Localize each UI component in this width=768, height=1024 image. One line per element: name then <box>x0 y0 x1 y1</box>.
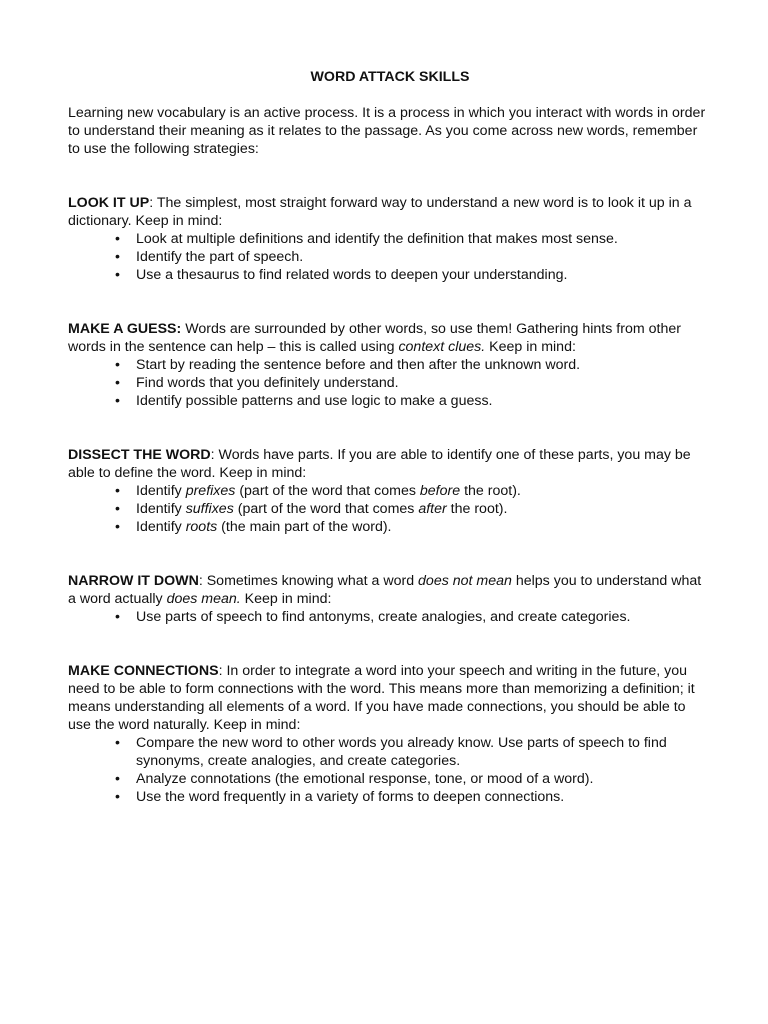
list-item <box>115 230 708 248</box>
narrow-it-down-heading: NARROW IT DOWN <box>68 573 199 589</box>
make-a-guess-body: Words are surrounded by other words, so use them! Gathering hints from other words in the sentence can help – this is called using <box>68 321 681 355</box>
narrow-it-down-body: helps you to understand what a word actually <box>68 573 702 607</box>
term-after: after <box>418 501 447 517</box>
bullet-icon: • <box>115 231 120 247</box>
section-narrow-it-down <box>68 572 708 626</box>
dissect-the-word-paragraph <box>68 446 708 482</box>
narrow-it-down-body-end: Keep in mind: <box>240 591 332 607</box>
make-a-guess-paragraph <box>68 320 708 356</box>
bullet-icon: • <box>115 789 120 805</box>
section-look-it-up <box>68 194 708 284</box>
make-connections-body: : In order to integrate a word into your speech and writing in the future, you need to be able to form connections with the word. This means more than memorizing a definition; it means understanding all elements of a word. If you have made connections, you should be able to use the word naturally. Keep in mind: <box>68 663 695 733</box>
term-suffixes: suffixes <box>185 501 234 517</box>
list-item <box>115 266 708 284</box>
list-item <box>115 518 708 536</box>
context-clues-term: context clues. <box>398 339 486 355</box>
make-a-guess-body-end: Keep in mind: <box>485 339 576 355</box>
make-connections-list <box>68 734 708 806</box>
bullet-icon: • <box>115 735 120 751</box>
list-item-text: (part of the word that comes <box>235 483 420 499</box>
bullet-icon: • <box>115 609 120 625</box>
list-item-text: Start by reading the sentence before and then after the unknown word. <box>136 357 581 373</box>
list-item-text: Analyze connotations (the emotional response, tone, or mood of a word). <box>136 771 594 787</box>
section-make-a-guess <box>68 320 708 410</box>
bullet-icon: • <box>115 519 120 535</box>
list-item <box>115 482 708 500</box>
list-item <box>115 788 708 806</box>
look-it-up-body: : The simplest, most straight forward way to understand a new word is to look it up in a dictionary. Keep in mind: <box>68 195 692 229</box>
make-connections-paragraph <box>68 662 708 734</box>
bullet-icon: • <box>115 771 120 787</box>
list-item-text: Identify <box>136 483 186 499</box>
narrow-it-down-paragraph <box>68 572 708 608</box>
list-item-text: Use a thesaurus to find related words to deepen your understanding. <box>136 267 568 283</box>
document-page <box>68 68 708 842</box>
term-prefixes: prefixes <box>185 483 236 499</box>
list-item-text: Look at multiple definitions and identify the definition that makes most sense. <box>136 231 618 247</box>
narrow-it-down-list <box>68 608 708 626</box>
bullet-icon: • <box>115 357 120 373</box>
list-item-text: (the main part of the word). <box>217 519 392 535</box>
term-does-not-mean: does not mean <box>418 573 512 589</box>
list-item <box>115 392 708 410</box>
list-item <box>115 248 708 266</box>
list-item <box>115 770 708 788</box>
make-connections-heading: MAKE CONNECTIONS <box>68 663 219 679</box>
list-item <box>115 608 708 626</box>
list-item-text: Use the word frequently in a variety of forms to deepen connections. <box>136 789 565 805</box>
bullet-icon: • <box>115 393 120 409</box>
list-item-text: (part of the word that comes <box>233 501 419 517</box>
term-does-mean: does mean. <box>166 591 241 607</box>
look-it-up-paragraph <box>68 194 708 230</box>
narrow-it-down-body: : Sometimes knowing what a word <box>198 573 419 589</box>
list-item-text: Use parts of speech to find antonyms, create analogies, and create categories. <box>136 609 631 625</box>
list-item-text: the root). <box>446 501 508 517</box>
bullet-icon: • <box>115 483 120 499</box>
list-item <box>115 374 708 392</box>
list-item-text: Identify possible patterns and use logic to make a guess. <box>136 393 493 409</box>
bullet-icon: • <box>115 267 120 283</box>
list-item-text: Identify <box>136 519 186 535</box>
bullet-icon: • <box>115 375 120 391</box>
look-it-up-list <box>68 230 708 284</box>
list-item <box>115 356 708 374</box>
list-item-text: Compare the new word to other words you already know. Use parts of speech to find synonyms, create analogies, and create categories. <box>136 735 667 769</box>
section-dissect-the-word <box>68 446 708 536</box>
section-make-connections <box>68 662 708 806</box>
bullet-icon: • <box>115 249 120 265</box>
list-item-text: the root). <box>460 483 521 499</box>
list-item-text: Identify the part of speech. <box>136 249 304 265</box>
term-before: before <box>419 483 461 499</box>
list-item-text: Identify <box>136 501 186 517</box>
document-title: WORD ATTACK SKILLS <box>310 69 470 85</box>
list-item <box>115 500 708 518</box>
intro-paragraph: Learning new vocabulary is an active process. It is a process in which you interact with words in order to understand their meaning as it relates to the passage. As you come across new words, remember to use the following strategies: <box>68 105 706 157</box>
look-it-up-heading: LOOK IT UP <box>68 195 150 211</box>
dissect-the-word-heading: DISSECT THE WORD <box>68 447 211 463</box>
dissect-the-word-list <box>68 482 708 536</box>
dissect-the-word-body: : Words have parts. If you are able to identify one of these parts, you may be able to define the word. Keep in mind: <box>68 447 691 481</box>
term-roots: roots <box>185 519 218 535</box>
make-a-guess-list <box>68 356 708 410</box>
make-a-guess-heading: MAKE A GUESS: <box>68 321 182 337</box>
bullet-icon: • <box>115 501 120 517</box>
list-item <box>115 734 708 770</box>
list-item-text: Find words that you definitely understand. <box>136 375 399 391</box>
